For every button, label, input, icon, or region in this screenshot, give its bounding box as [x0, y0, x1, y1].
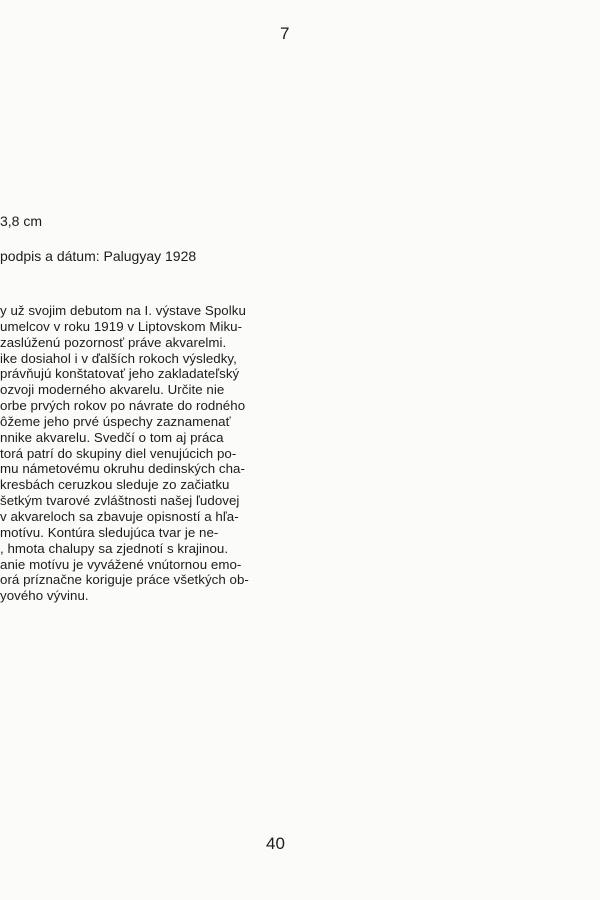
- page-number: 40: [266, 834, 285, 853]
- text-line: právňujú konštatovať jeho zakladateľský: [0, 366, 240, 382]
- text-line: ôžeme jeho prvé úspechy zaznamenať: [0, 413, 231, 429]
- text-line: v akvareloch sa zbavuje opisností a hľa-: [0, 508, 239, 524]
- text-line: motívu. Kontúra sledujúca tvar je ne-: [0, 524, 219, 540]
- text-line: y už svojim debutom na I. výstave Spolku: [0, 303, 246, 318]
- text-line: šetkým tvarové zvláštnosti našej ľudovej: [0, 493, 240, 509]
- text-line: mu námetovému okruhu dedinských cha-: [0, 461, 245, 477]
- text-line: umelcov v roku 1919 v Liptovskom Miku-: [0, 318, 243, 334]
- text-line: zaslúženú pozornosť práve akvarelmi.: [0, 334, 227, 350]
- text-line: anie motívu je vyvážené vnútornou emo-: [0, 556, 242, 572]
- text-line: , hmota chalupy sa zjednotí s krajinou.: [0, 540, 229, 556]
- text-line: nnike akvarelu. Svedčí o tom aj práca: [0, 429, 224, 445]
- text-line: orá príznačne koriguje práce všetkých ob-: [0, 572, 249, 588]
- text-line: yového vývinu.: [0, 588, 89, 604]
- text-line: ozvoji moderného akvarelu. Určite nie: [0, 382, 225, 398]
- body-text: [0, 303, 249, 604]
- plate-number: 7: [280, 24, 290, 43]
- text-line: torá patrí do skupiny diel venujúcich po-: [0, 445, 237, 461]
- text-line: orbe prvých rokov po návrate do rodného: [0, 398, 246, 414]
- artwork-signature-date: podpis a dátum: Palugyay 1928: [0, 248, 197, 264]
- artwork-dimensions: 3,8 cm: [0, 213, 43, 229]
- text-line: ike dosiahol i v ďalších rokoch výsledky,: [0, 350, 237, 366]
- text-line: kresbách ceruzkou sleduje zo začiatku: [0, 477, 230, 493]
